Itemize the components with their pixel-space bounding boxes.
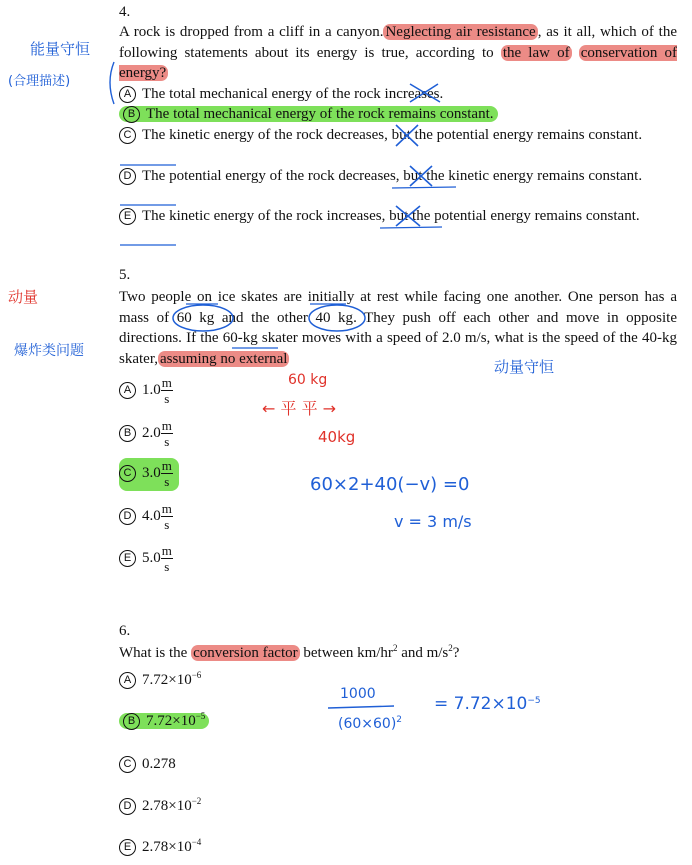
q6-option-a[interactable]: A $7.72\times 10^{-6}$ [119, 672, 201, 689]
margin-note-explosion: 爆炸类问题 [14, 343, 84, 359]
q6-option-d[interactable]: D $2.78\times 10^{-2}$ [119, 798, 201, 815]
highlight-conservation: conservation of energy? [119, 44, 677, 81]
q5-option-c[interactable] [119, 458, 179, 491]
correct-answer-highlight: B The total mechanical energy of the rock remains constant. [119, 106, 498, 122]
question-5-number: 5. [119, 267, 131, 283]
hw-fraction-bar [328, 706, 394, 708]
q4-option-b[interactable] [119, 104, 677, 125]
correct-answer-highlight: C 3.0 $\frac{m}{s}$ [119, 458, 179, 491]
highlight-conversion-factor: conversion factor [193, 645, 298, 661]
question-4-stem: A rock is dropped from a cliff in a canyon. Neglecting air resistance , as it all, which of the following statements about its energy is true, according to the law of conservation of energy? [119, 24, 677, 81]
momentum-equation: 60×2+40(−v) =0 [310, 474, 470, 495]
question-5-stem: Two people on ice skates are initially at rest while facing one another. One person has a mass of 60 kg and the other 40 kg. They push off each other and move in opposite directions. If the 60-kg skater moves with a speed of 2.0 m/s, what is the speed of the 40-kg skater, assuming no external [119, 289, 678, 367]
q5-option-a[interactable]: A 1.0 $\frac{m}{s}$ [119, 375, 173, 406]
note-40kg: 40kg [318, 428, 356, 446]
unit-fraction: $\frac{m}{s}$ [161, 375, 172, 406]
hw-denominator: $(60\times 60)^2$ [338, 715, 403, 732]
mass-60kg: 60 kg [176, 309, 215, 326]
question-6-stem: What is the conversion factor between $km/hr^2$ and $m/s^2$? [119, 643, 460, 661]
result-velocity: v = 3 m/s [394, 512, 472, 531]
q6-option-e[interactable]: E $2.78\times 10^{-4}$ [119, 839, 201, 856]
hw-conversion-result: = $7.72\times 10^{-5}$ [434, 694, 541, 714]
question-4-number: 4. [119, 4, 131, 20]
highlight-no-external: assuming no external [159, 350, 288, 367]
q6-option-c[interactable]: C 0.278 [119, 756, 176, 773]
unit-fraction: $\frac{m}{s}$ [161, 458, 172, 489]
note-momentum-conservation: 动量守恒 [494, 358, 555, 376]
q5-option-e[interactable]: E 5.0 $\frac{m}{s}$ [119, 543, 173, 574]
q5-option-b[interactable]: B 2.0 $\frac{m}{s}$ [119, 418, 173, 449]
question-6-number: 6. [119, 623, 131, 639]
q4-option-a[interactable]: A The total mechanical energy of the rock increases. [119, 84, 677, 105]
margin-note-describe: (合理描述) [8, 74, 71, 89]
highlight-air-resistance: Neglecting air resistance [385, 24, 536, 40]
q4-option-d[interactable]: D The potential energy of the rock decreases, but the kinetic energy remains constant. [119, 166, 677, 187]
q6-option-b[interactable] [119, 713, 209, 730]
mass-40kg: 40 kg [315, 309, 354, 326]
margin-note-energy: 能量守恒 [30, 40, 91, 58]
note-skaters-arrows: ← 平 平 → [262, 399, 337, 418]
unit-fraction: $\frac{m}{s}$ [161, 501, 172, 532]
note-60kg: 60 kg [288, 372, 328, 388]
q4-option-c[interactable]: C The kinetic energy of the rock decreases, but the potential energy remains constant. [119, 125, 677, 146]
q5-option-d[interactable]: D 4.0 $\frac{m}{s}$ [119, 501, 173, 532]
unit-fraction: $\frac{m}{s}$ [161, 418, 172, 449]
highlight-law-of: the law of [502, 44, 570, 61]
margin-note-momentum: 动量 [8, 288, 39, 306]
q4-option-e[interactable]: E The kinetic energy of the rock increases, but the potential energy remains constant. [119, 206, 677, 227]
correct-answer-highlight: B $7.72\times 10^{-5}$ [119, 713, 209, 729]
unit-fraction: $\frac{m}{s}$ [161, 543, 172, 574]
hw-numerator: 1000 [340, 686, 376, 702]
